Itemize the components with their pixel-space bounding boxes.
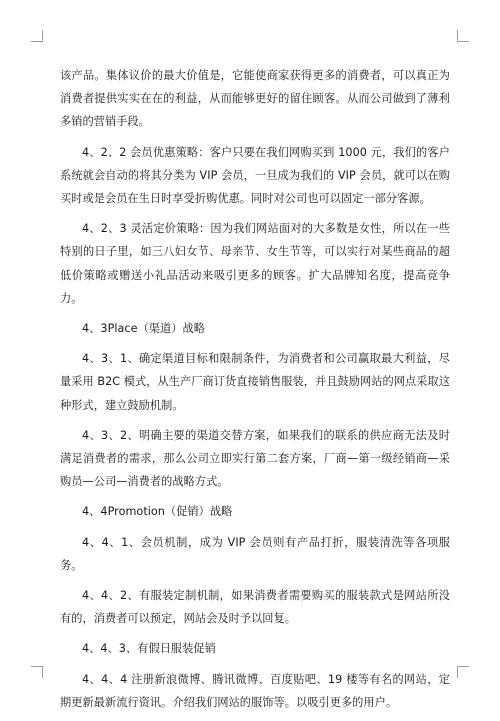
paragraph-8: 4、4、1、会员机制，成为 VIP 会员则有产品打折，服装清洗等各项服务。 [60,535,450,572]
crop-mark-bottom-left [31,666,43,678]
paragraph-9: 4、4、2、有服装定制机制，如果消费者需要购买的服装款式是网站所没有的，消费者可以预定，网站会及时予以回复。 [60,589,450,626]
crop-mark-top-left [31,30,43,42]
crop-mark-top-right [457,30,469,42]
section-heading-place: 4、3Place（渠道）战略 [82,322,205,336]
crop-mark-bottom-right [457,666,469,678]
paragraph-10: 4、4、3、有假日服装促销 [82,642,216,656]
paragraph-6: 4、3、2、明确主要的渠道交替方案，如果我们的联系的供应商无法及时满足消费者的需求，那么公司立即实行第二套方案，厂商—第一级经销商—采购员—公司—消费者的战略方式。 [60,428,450,489]
section-heading-promotion: 4、4Promotion（促销）战略 [82,505,233,519]
paragraph-11: 4、4、4 注册新浪微博、腾讯微博、百度贴吧、19 楼等有名的网站，定期更新最新流行资讯。介绍我们网站的服饰等。以吸引更多的用户。 [60,672,450,709]
paragraph-1: 该产品。集体议价的最大价值是，它能使商家获得更多的消费者，可以真正为消费者提供实实在在的利益，从而能够更好的留住顾客。从而公司做到了薄利多销的营销手段。 [60,69,450,129]
document-body [60,64,450,721]
paragraph-3: 4、2、3 灵活定价策略：因为我们网站面对的大多数是女性，所以在一些特别的日子里，如三八妇女节、母亲节、女生节等，可以实行对某些商品的超低价策略或赠送小礼品活动来吸引更多的顾客。扩大品牌知名度，提高竞争力。 [60,222,450,305]
paragraph-5: 4、3、1、确定渠道目标和限制条件，为消费者和公司赢取最大利益，尽量采用 B2C 模式，从生产厂商订货直接销售服装，并且鼓励网站的网点采取这种形式，建立鼓励机制。 [60,352,450,412]
paragraph-2: 4、2、2 会员优惠策略：客户只要在我们网购买到 1000 元，我们的客户系统就会自动的将其分类为 VIP 会员，一旦成为我们的 VIP 会员，就可以在购买时或是会员在生日时享受折购优惠。同时对公司也可以固定一部分客源。 [60,145,450,206]
